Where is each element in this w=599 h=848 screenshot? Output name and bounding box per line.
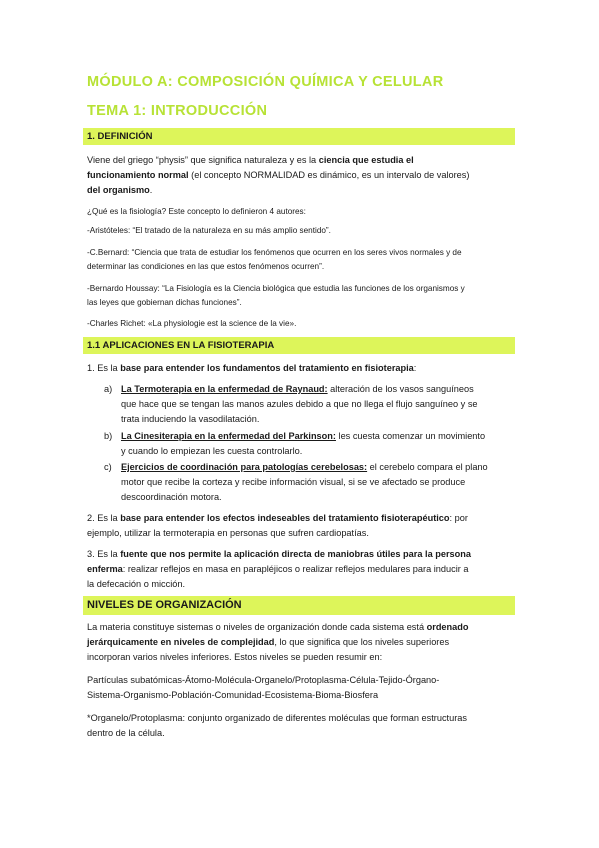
organization-chain-line-1: Partículas subatómicas-Átomo-Molécula-Organelo/Protoplasma-Célula-Tejido-Órgano-: [87, 675, 440, 685]
quote-aristoteles: -Aristóteles: “El tratado de la naturaleza en su más amplio sentido”.: [87, 226, 331, 235]
sub-item-c-line-2: motor que recibe la corteza y recibe información visual, si se ve afectado se produce: [121, 477, 466, 487]
sub-item-b-marker: b): [104, 431, 113, 441]
niveles-paragraph-line-2: jerárquicamente en niveles de complejidad, lo que significa que los niveles superiores: [87, 637, 450, 647]
quote-houssay-line-2: las leyes que gobiernan dichas funciones”.: [87, 298, 242, 307]
organization-chain-line-2: Sistema-Organismo-Población-Comunidad-Ecosistema-Bioma-Biosfera: [87, 690, 379, 700]
sub-item-a-line-2: que hace que se tengan las manos azules debido a que no llega el flujo sanguíneo y se: [121, 399, 478, 409]
sub-item-b-line-1: La Cinesiterapia en la enfermedad del Parkinson: les cuesta comenzar un movimiento: [121, 431, 486, 441]
section-niveles-title: NIVELES DE ORGANIZACIÓN: [83, 596, 515, 615]
definicion-paragraph-line-3: del organismo.: [87, 185, 153, 195]
aplicaciones-item-3-line-3: la defecación o micción.: [87, 579, 186, 589]
quote-houssay-line-1: -Bernardo Houssay: “La Fisiología es la Ciencia biológica que estudia las funciones de los organismos y: [87, 284, 465, 293]
definicion-paragraph-line-1: Viene del griego “physis” que significa naturaleza y es la ciencia que estudia el: [87, 155, 414, 165]
aplicaciones-item-2-line-1: 2. Es la base para entender los efectos indeseables del tratamiento fisioterapéutico: por: [87, 513, 468, 523]
sub-item-c-marker: c): [104, 462, 112, 472]
sub-item-a-marker: a): [104, 384, 113, 394]
quote-richet: -Charles Richet: «La physiologie est la science de la vie».: [87, 319, 297, 328]
section-aplicaciones-title: 1.1 APLICACIONES EN LA FISIOTERAPIA: [83, 337, 515, 354]
sub-item-c-line-1: Ejercicios de coordinación para patologías cerebelosas: el cerebelo compara el plano: [121, 462, 488, 472]
section-definicion-title: 1. DEFINICIÓN: [83, 128, 515, 145]
definicion-paragraph-line-2: funcionamiento normal (el concepto NORMALIDAD es dinámico, es un intervalo de valores): [87, 170, 470, 180]
topic-heading: TEMA 1: INTRODUCCIÓN: [87, 103, 268, 119]
organelo-note-line-2: dentro de la célula.: [87, 728, 165, 738]
sub-item-a-line-3: trata induciendo la vasodilatación.: [121, 414, 260, 424]
organelo-note-line-1: *Organelo/Protoplasma: conjunto organizado de diferentes moléculas que forman estructuras: [87, 713, 467, 723]
module-heading: MÓDULO A: COMPOSICIÓN QUÍMICA Y CELULAR: [87, 74, 444, 90]
niveles-paragraph-line-1: La materia constituye sistemas o niveles de organización donde cada sistema está ordenado: [87, 622, 469, 632]
sub-item-c-line-3: descoordinación motora.: [121, 492, 222, 502]
aplicaciones-item-1: 1. Es la base para entender los fundamentos del tratamiento en fisioterapia:: [87, 363, 417, 373]
quote-bernard-line-2: determinar las condiciones en las que estos fenómenos ocurren”.: [87, 262, 325, 271]
fisiologia-question: ¿Qué es la fisiología? Este concepto lo definieron 4 autores:: [87, 207, 306, 216]
aplicaciones-item-3-line-1: 3. Es la fuente que nos permite la aplicación directa de maniobras útiles para la persona: [87, 549, 471, 559]
sub-item-b-line-2: y cuando lo empiezan les cuesta controlarlo.: [121, 446, 303, 456]
aplicaciones-item-3-line-2: enferma: realizar reflejos en masa en parapléjicos o realizar reflejos medulares para inducir a: [87, 564, 469, 574]
sub-item-a-line-1: La Termoterapia en la enfermedad de Raynaud: alteración de los vasos sanguíneos: [121, 384, 474, 394]
niveles-paragraph-line-3: incorporan varios niveles inferiores. Estos niveles se pueden resumir en:: [87, 652, 383, 662]
aplicaciones-item-2-line-2: ejemplo, utilizar la termoterapia en personas que sufren cardiopatías.: [87, 528, 369, 538]
quote-bernard-line-1: -C.Bernard: “Ciencia que trata de estudiar los fenómenos que ocurren en los seres vivos normales y de: [87, 248, 462, 257]
